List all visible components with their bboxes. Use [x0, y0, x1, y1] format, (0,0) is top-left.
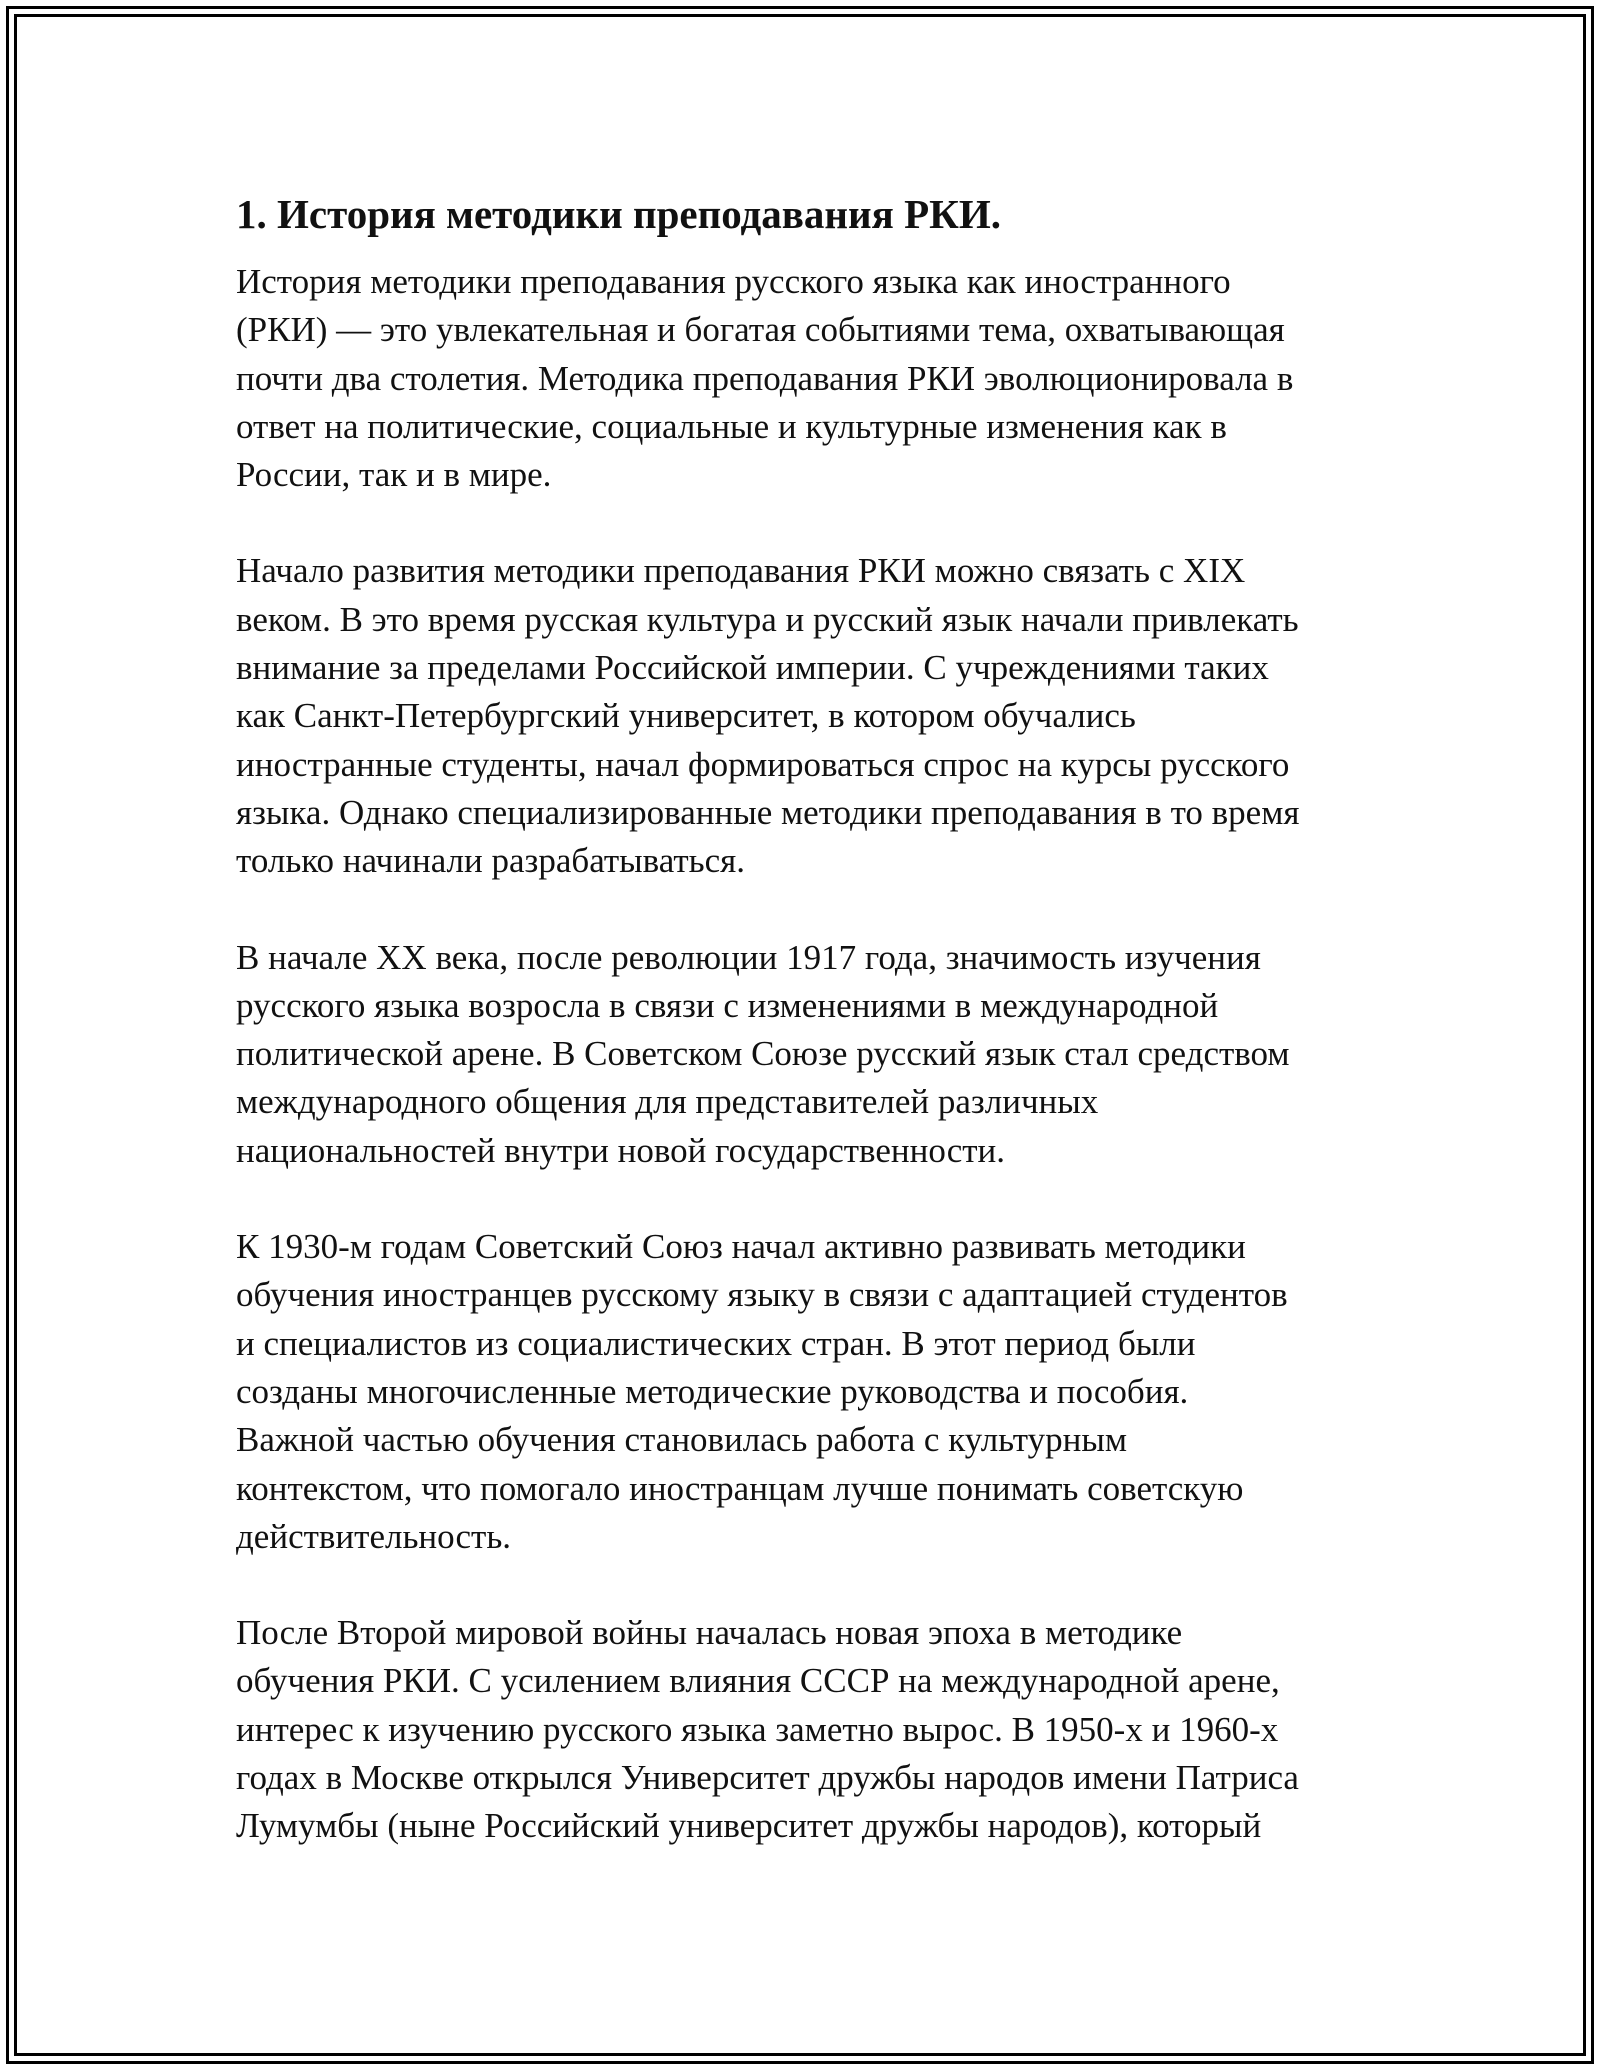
- paragraph-19th-century: Начало развития методики преподавания РКИ можно связать с XIX веком. В это время русская культура и русский язык начали привлекать внимание за пределами Российской империи. С учреждениями таких как Санкт-Петербургский университет, в котором обучались иностранные студенты, начал формироваться спрос на курсы русского языка. Однако специализированные методики преподавания в то время только начинали разрабатываться.: [236, 551, 1300, 881]
- paragraph-20th-century: В начале XX века, после революции 1917 года, значимость изучения русского языка возросла в связи с изменениями в международной политической арене. В Советском Союзе русский язык стал средством международного общения для представителей различных национальностей внутри новой государственности.: [236, 937, 1290, 1170]
- section-heading: 1. История методики преподавания РКИ.: [236, 191, 1001, 237]
- paragraph-1930s: К 1930-м годам Советский Союз начал активно развивать методики обучения иностранцев русскому языку в связи с адаптацией студентов и специалистов из социалистических стран. В этот период были созданы многочисленные методические руководства и пособия. Важной частью обучения становилась работа с культурным контекстом, что помогало иностранцам лучше понимать советскую действительность.: [236, 1227, 1288, 1556]
- paragraph-post-war: После Второй мировой войны началась новая эпоха в методике обучения РКИ. С усилением влияния СССР на международной арене, интерес к изучению русского языка заметно вырос. В 1950-х и 1960-х годах в Москве открылся Университет дружбы народов имени Патриса Лумумбы (ныне Российский университет дружбы народов), который: [236, 1613, 1299, 1846]
- document-page: [236, 184, 1376, 1899]
- paragraph-intro: История методики преподавания русского языка как иностранного (РКИ) — это увлекательная и богатая событиями тема, охватывающая почти два столетия. Методика преподавания РКИ эволюционировала в ответ на политические, социальные и культурные изменения как в России, так и в мире.: [236, 262, 1294, 495]
